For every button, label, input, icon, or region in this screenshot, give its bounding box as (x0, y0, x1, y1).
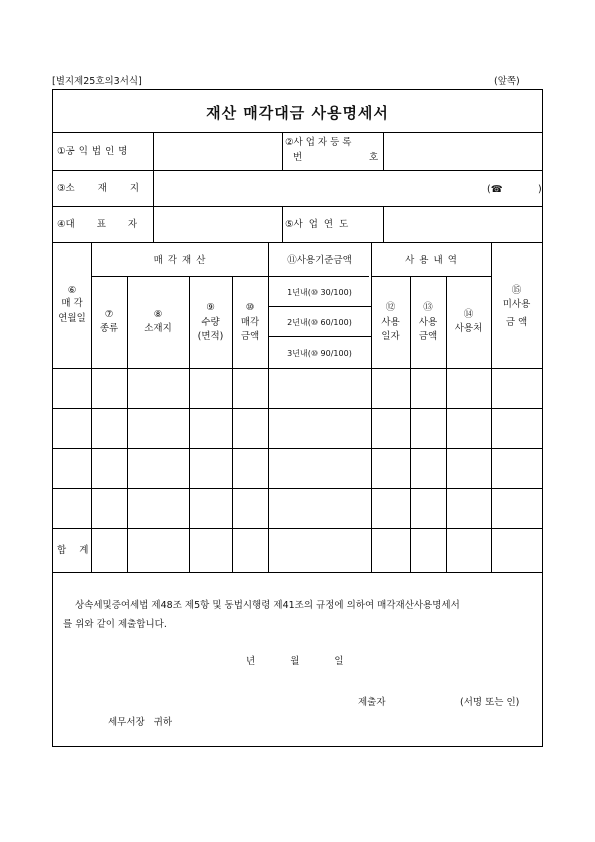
standard-amount-header: ⑪사용기준금액 (287, 255, 352, 266)
use-place-num: ⑭ (463, 309, 474, 320)
rule (153, 132, 154, 170)
quantity-line1: 수량 (201, 317, 220, 328)
corp-name-label: ①공 익 법 인 명 (57, 146, 128, 157)
biz-reg-label-line1: ②사 업 자 등 록 (285, 137, 352, 148)
location-label: ③소 재 지 (57, 183, 140, 194)
standard-row-3yr: 3년내(⑩ 90/100) (287, 349, 352, 358)
usage-header: 사 용 내 역 (405, 255, 457, 266)
standard-row-1yr: 1년내(⑩ 30/100) (287, 288, 352, 297)
quantity-num: ⑨ (206, 302, 215, 313)
addressee-label: 세무서장 귀하 (108, 717, 173, 728)
use-date-line2: 일자 (381, 331, 400, 342)
rule (53, 572, 542, 573)
unused-line2: 금 액 (505, 317, 528, 328)
form-code: [별지제25호의3서식] (52, 76, 142, 87)
rule (282, 132, 283, 170)
unused-num: ⑮ (511, 285, 522, 296)
amount-line1: 매각 (240, 317, 260, 328)
page-side-label: (앞쪽) (494, 76, 520, 87)
table-row (53, 488, 542, 528)
rule (53, 206, 542, 207)
representative-label: ④대 표 자 (57, 219, 138, 230)
table-row (53, 408, 542, 448)
use-amount-num: ⑬ (423, 302, 433, 313)
use-place-label: 사용처 (454, 323, 483, 334)
signature-label: (서명 또는 인) (460, 697, 520, 708)
rule (153, 206, 154, 242)
amount-line2: 금액 (240, 331, 260, 342)
phone-open: ( (487, 184, 491, 195)
biz-reg-label-line2b: 호 (369, 152, 379, 163)
use-amount-line1: 사용 (418, 317, 438, 328)
unused-line1: 미사용 (502, 299, 531, 310)
usage-statement-form (52, 89, 543, 747)
rule (91, 276, 369, 277)
rule (268, 336, 371, 337)
business-year-label: ⑤사 업 연 도 (285, 219, 349, 230)
kind-label: 종류 (99, 323, 119, 334)
sale-date-num: ⑥ (67, 285, 77, 296)
rule (268, 306, 371, 307)
rule (53, 170, 542, 171)
submitter-label: 제출자 (358, 697, 386, 708)
kind-num: ⑦ (104, 309, 114, 320)
statement-line1: 상속세및증여세법 제48조 제5항 및 동법시행령 제41조의 규정에 의하여 매각재산사용명세서 (75, 600, 460, 611)
rule (371, 276, 491, 277)
rule (153, 170, 154, 206)
phone-icon: ☎ (490, 184, 503, 195)
place-num: ⑧ (153, 309, 163, 320)
rule (282, 206, 283, 242)
use-date-num: ⑫ (385, 302, 396, 313)
table-row (53, 368, 542, 408)
rule (383, 132, 384, 170)
biz-reg-label-line2a: 번 (293, 152, 303, 163)
rule (53, 242, 542, 243)
quantity-line2: (면적) (197, 331, 224, 342)
rule (53, 132, 542, 133)
place-label: 소재지 (144, 323, 172, 334)
table-row (53, 448, 542, 488)
total-label: 합 계 (57, 545, 89, 556)
rule (383, 206, 384, 242)
standard-row-2yr: 2년내(⑩ 60/100) (287, 318, 352, 327)
date-line: 년 월 일 (246, 656, 344, 667)
use-amount-line2: 금액 (418, 331, 438, 342)
sale-date-line2: 연월일 (58, 313, 86, 324)
sale-date-line1: 매 각 (61, 298, 83, 309)
phone-close: ) (538, 184, 542, 195)
statement-line2: 를 위와 같이 제출합니다. (63, 619, 167, 630)
amount-num: ⑩ (245, 302, 255, 313)
use-date-line1: 사용 (381, 317, 400, 328)
sold-property-header: 매 각 재 산 (153, 255, 206, 266)
form-title: 재산 매각대금 사용명세서 (206, 104, 389, 122)
